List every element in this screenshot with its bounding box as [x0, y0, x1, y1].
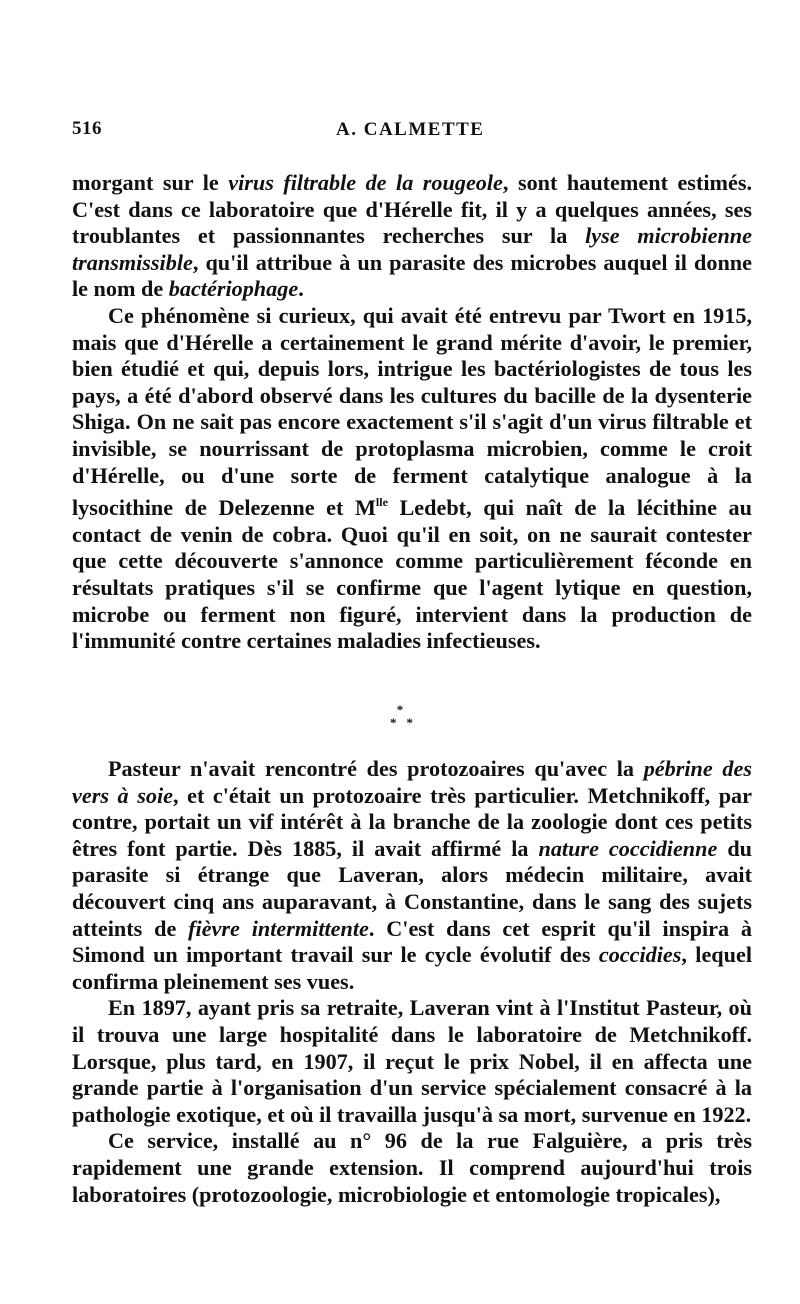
paragraph-3: Pasteur n'avait rencontré des protozoaires qu'avec la pébrine des vers à soie, et c'était un protozoaire très particulier. Metchnikoff, par contre, portait un vif intérêt à la branche de la zoologie dont ces petits êtres font partie. Dès 1885, il avait affirmé la nature coccidienne du parasite si étrange que Laveran, alors médecin militaire, avait découvert cinq ans auparavant, à Constantine, dans le sang des sujets atteints de fièvre intermittente. C'est dans cet esprit qu'il inspira à Simond un important travail sur le cycle évolutif des coccidies, lequel confirma pleinement ses vues. — [72, 756, 753, 994]
paragraph-5: Ce service, installé au n° 96 de la rue Falguière, a pris très rapidement une grande extension. Il comprend aujourd'hui trois laboratoires (protozoologie, microbiologie et entomologie tropicales), — [72, 1128, 752, 1207]
running-head-author: A. CALMETTE — [336, 119, 485, 140]
text-section-bacteriophage — [72, 170, 752, 655]
paragraph-1: morgant sur le virus filtrable de la rougeole, sont hautement estimés. C'est dans ce laboratoire que d'Hérelle fit, il y a quelques années, ses troublantes et passionnantes recherches sur la lyse microbienne transmissible, qu'il attribue à un parasite des microbes auquel il donne le nom de bactériophage. — [72, 170, 753, 302]
text-section-protozoa — [72, 756, 752, 1208]
running-head — [72, 118, 752, 148]
paragraph-4: En 1897, ayant pris sa retraite, Laveran vint à l'Institut Pasteur, où il trouva une large hospitalité dans le laboratoire de Metchnikoff. Lorsque, plus tard, en 1907, il reçut le prix Nobel, il en affecta une grande partie à l'organisation d'un service spécialement consacré à la pathologie exotique, et où il travailla jusqu'à sa mort, survenue en 1922. — [72, 995, 752, 1127]
paragraph-2: Ce phénomène si curieux, qui avait été entrevu par Twort en 1915, mais que d'Hérelle a certainement le grand mérite d'avoir, le premier, bien étudié et qui, depuis lors, intrigue les bactériologistes de tous les pays, a été d'abord observé dans les cultures du bacille de la dysenterie Shiga. On ne sait pas encore exactement s'il s'agit d'un virus filtrable et invisible, se nourrissant de protoplasma microbien, comme le croit d'Hérelle, ou d'une sorte de ferment catalytique analogue à la lysocithine de Delezenne et $M^{lle}$ Ledebt, qui naît de la lécithine au contact de venin de cobra. Quoi qu'il en soit, on ne saurait contester que cette découverte s'annonce comme particulièrement féconde en résultats pratiques s'il se confirme que l'agent lytique en question, microbe ou ferment non figuré, intervient dans la production de l'immunité contre certaines maladies infectieuses. — [72, 302, 752, 654]
page-number: 516 — [72, 118, 102, 139]
section-separator-asterism: * ** — [390, 702, 423, 730]
